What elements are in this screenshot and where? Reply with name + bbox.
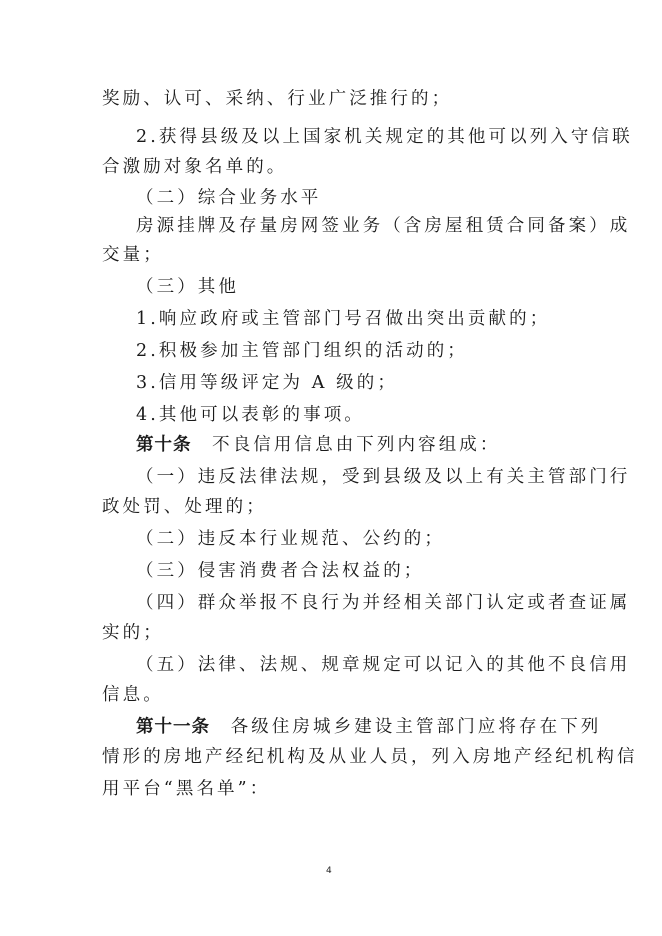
- list-item: 3.信用等级评定为 A 级的；: [136, 373, 398, 393]
- list-item: （一）违反法律法规，受到县级及以上有关主管部门行: [136, 467, 631, 487]
- list-item: （二）违反本行业规范、公约的；: [136, 529, 445, 549]
- article-title: 第十条: [136, 435, 192, 455]
- section-heading: （二）综合业务水平: [136, 188, 322, 208]
- text-line: 信息。: [102, 685, 164, 705]
- text-line: 2.获得县级及以上国家机关规定的其他可以列入守信联: [136, 127, 633, 147]
- page-number: 4: [326, 866, 332, 876]
- text-line: 交量；: [102, 245, 164, 265]
- article-11: [136, 716, 602, 738]
- article-title: 第十一条: [136, 717, 210, 737]
- list-item: 1.响应政府或主管部门号召做出突出贡献的；: [136, 309, 551, 329]
- section-heading: （三）其他: [136, 277, 239, 297]
- article-10: [136, 434, 596, 456]
- list-item: （五）法律、法规、规章规定可以记入的其他不良信用: [136, 655, 631, 675]
- article-text: 各级住房城乡建设主管部门应将存在下列: [210, 717, 602, 737]
- text-line: 政处罚、处理的；: [102, 497, 267, 517]
- list-item: （三）侵害消费者合法权益的；: [136, 561, 425, 581]
- list-item: 2.积极参加主管部门组织的活动的；: [136, 341, 468, 361]
- list-item: （四）群众举报不良行为并经相关部门认定或者查证属: [136, 593, 631, 613]
- article-text: 不良信用信息由下列内容组成：: [191, 435, 501, 455]
- text-line: 奖励、认可、采纳、行业广泛推行的；: [102, 89, 453, 109]
- text-line: 实的；: [102, 623, 164, 643]
- text-line: 用平台“黑名单”：: [102, 779, 271, 799]
- text-line: 合激励对象名单的。: [102, 157, 288, 177]
- text-line: 房源挂牌及存量房网签业务（含房屋租赁合同备案）成: [136, 216, 631, 236]
- text-line: 情形的房地产经纪机构及从业人员，列入房地产经纪机构信: [102, 747, 638, 767]
- list-item: 4.其他可以表彰的事项。: [136, 405, 365, 425]
